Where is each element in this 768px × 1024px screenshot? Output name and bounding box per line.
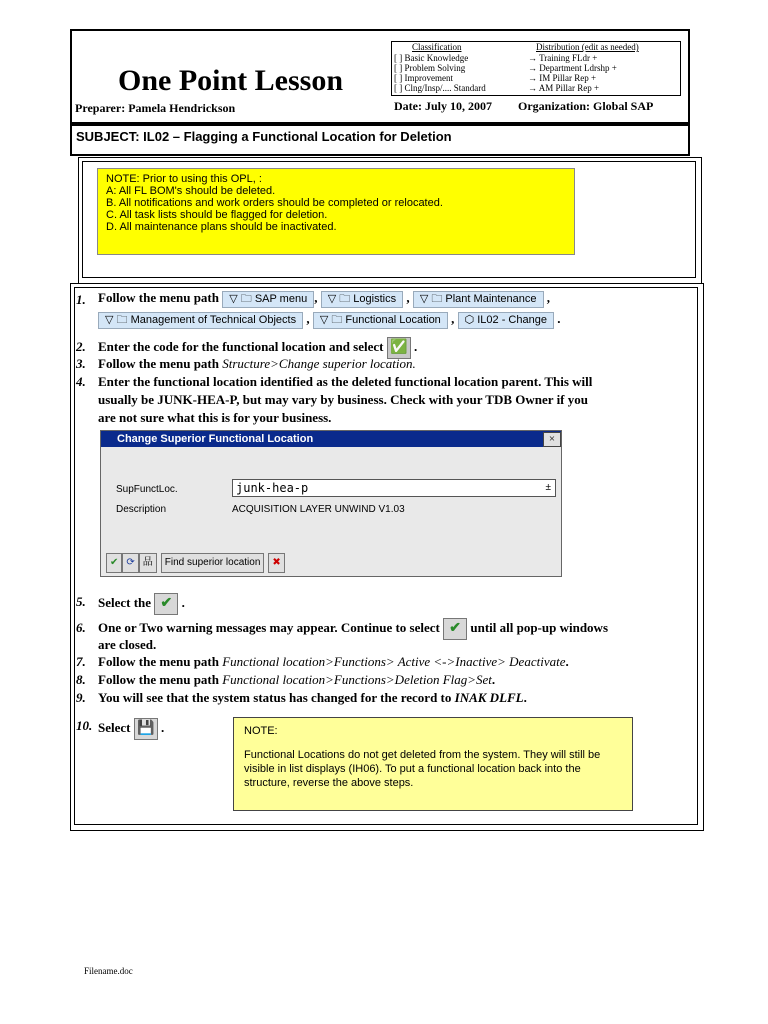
cancel-icon[interactable]: ✖ bbox=[268, 553, 284, 573]
distribution-item: → AM Pillar Rep + bbox=[528, 83, 600, 93]
step-9: You will see that the system status has changed for the record to INAK DLFL. bbox=[98, 690, 527, 705]
classification-box bbox=[391, 41, 681, 96]
step-number: 7. bbox=[76, 654, 86, 669]
note-heading: NOTE: bbox=[244, 725, 278, 737]
note-body: Functional Locations do not get deleted from the system. They will still be visible in list displays (IH06). To put a functional location back into the structure, reverse the above steps. bbox=[244, 749, 601, 789]
step-text: Follow the menu path bbox=[98, 290, 219, 305]
step-1-cont: ▽ 🗀 Management of Technical Objects , ▽ 🗀 Functional Location , ⬡ IL02 - Change . bbox=[98, 311, 560, 329]
step-3: Follow the menu path Structure>Change superior location. bbox=[98, 356, 416, 371]
menu-plant-maintenance[interactable]: ▽ 🗀 Plant Maintenance bbox=[413, 291, 544, 308]
subject: SUBJECT: IL02 – Flagging a Functional Location for Deletion bbox=[76, 129, 452, 144]
dropdown-icon[interactable]: ± bbox=[545, 482, 551, 493]
supfunctloc-label: SupFunctLoc. bbox=[116, 484, 178, 495]
menu-logistics[interactable]: ▽ 🗀 Logistics bbox=[321, 291, 403, 308]
organization: Organization: Global SAP bbox=[518, 99, 654, 113]
supfunctloc-input[interactable]: junk-hea-p ± bbox=[232, 479, 556, 497]
prerequisite-note bbox=[97, 168, 575, 255]
note-line: D. All maintenance plans should be inactivated. bbox=[106, 221, 337, 233]
check-icon[interactable]: ✔ bbox=[106, 553, 122, 573]
classification-item: [ ] Basic Knowledge bbox=[394, 53, 469, 63]
refresh-icon[interactable]: ⟳ bbox=[122, 553, 138, 573]
step-number: 4. bbox=[76, 374, 86, 389]
step-number: 9. bbox=[76, 690, 86, 705]
deletion-note bbox=[233, 717, 633, 811]
dialog-toolbar bbox=[106, 553, 285, 573]
step-number: 3. bbox=[76, 356, 86, 371]
dialog-title: Change Superior Functional Location bbox=[101, 431, 561, 447]
distribution-item: → Training FLdr + bbox=[528, 53, 598, 63]
note-line: C. All task lists should be flagged for deletion. bbox=[106, 209, 328, 221]
menu-il02-change[interactable]: ⬡ IL02 - Change bbox=[458, 312, 554, 329]
menu-functional-location[interactable]: ▽ 🗀 Functional Location bbox=[313, 312, 448, 329]
description-label: Description bbox=[116, 504, 167, 515]
step-number: 8. bbox=[76, 672, 86, 687]
classification-heading: Classification bbox=[412, 42, 462, 52]
step-6: One or Two warning messages may appear. Continue to select ✔ until all pop-up windows bbox=[98, 618, 608, 640]
step-number: 6. bbox=[76, 620, 86, 635]
step-4-line: Enter the functional location identified as the deleted functional location parent. This will bbox=[98, 374, 593, 389]
check-icon[interactable]: ✔ bbox=[154, 593, 178, 615]
distribution-heading: Distribution (edit as needed) bbox=[536, 42, 639, 52]
step-4-line: usually be JUNK-HEA-P, but may vary by business. Check with your TDB Owner if you bbox=[98, 392, 588, 407]
distribution-item: → Department Ldrshp + bbox=[528, 63, 617, 73]
page-title: One Point Lesson bbox=[118, 64, 344, 97]
step-6-cont: are closed. bbox=[98, 637, 157, 652]
preparer: Preparer: Pamela Hendrickson bbox=[75, 101, 236, 115]
hierarchy-icon[interactable]: 品 bbox=[139, 553, 157, 573]
save-icon[interactable]: 💾 bbox=[134, 718, 158, 740]
step-7: Follow the menu path Functional location>Functions> Active <->Inactive> Deactivate. bbox=[98, 654, 569, 669]
classification-item: [ ] Problem Solving bbox=[394, 63, 466, 73]
note-line: NOTE: Prior to using this OPL, : bbox=[106, 173, 262, 185]
classification-item: [ ] Improvement bbox=[394, 73, 453, 83]
note-line: A: All FL BOM's should be deleted. bbox=[106, 185, 276, 197]
date: Date: July 10, 2007 bbox=[394, 99, 492, 113]
find-superior-location-button[interactable]: Find superior location bbox=[161, 553, 265, 573]
step-8: Follow the menu path Functional location>Functions>Deletion Flag>Set. bbox=[98, 672, 496, 687]
step-number: 1. bbox=[76, 292, 86, 307]
menu-sap-menu[interactable]: ▽ 🗀 SAP menu bbox=[222, 291, 314, 308]
note-line: B. All notifications and work orders should be completed or relocated. bbox=[106, 197, 443, 209]
step-10: Select 💾 . bbox=[98, 718, 164, 740]
check-icon[interactable]: ✔ bbox=[443, 618, 467, 640]
distribution-item: → IM Pillar Rep + bbox=[528, 73, 597, 83]
step-number: 10. bbox=[76, 718, 93, 733]
step-number: 2. bbox=[76, 339, 86, 354]
close-icon[interactable]: × bbox=[543, 432, 561, 447]
filename: Filename.doc bbox=[84, 966, 133, 976]
menu-management-technical-objects[interactable]: ▽ 🗀 Management of Technical Objects bbox=[98, 312, 303, 329]
description-value: ACQUISITION LAYER UNWIND V1.03 bbox=[232, 504, 405, 515]
step-number: 5. bbox=[76, 594, 86, 609]
step-2: Enter the code for the functional location and select ✅ . bbox=[98, 337, 417, 359]
classification-item: [ ] Clng/Insp/.... Standard bbox=[394, 83, 486, 93]
step-1: Follow the menu path ▽ 🗀 SAP menu , ▽ 🗀 Logistics , ▽ 🗀 Plant Maintenance , bbox=[98, 290, 550, 308]
step-4-line: are not sure what this is for your business. bbox=[98, 410, 332, 425]
continue-check-icon[interactable]: ✅ bbox=[387, 337, 411, 359]
step-5: Select the ✔ . bbox=[98, 593, 185, 615]
